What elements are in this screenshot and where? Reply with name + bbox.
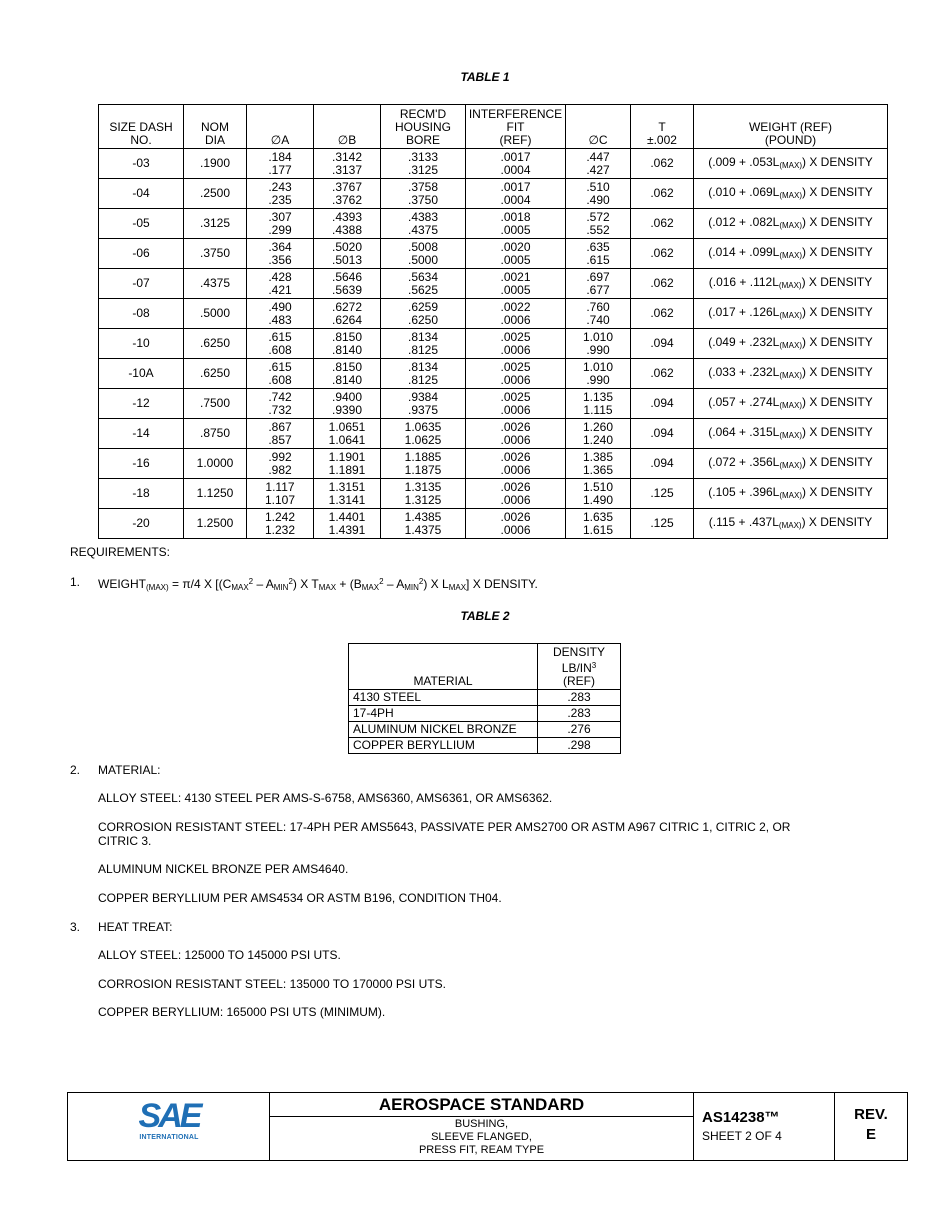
cell-b: .5020 .5013 bbox=[314, 239, 381, 269]
table1 bbox=[98, 104, 888, 539]
cell-c: 1.260 1.240 bbox=[566, 419, 631, 449]
cell-t: .125 bbox=[631, 479, 694, 509]
cell-bore: .8134 .8125 bbox=[381, 359, 466, 389]
header-dia-b: ∅B bbox=[314, 105, 381, 149]
cell-c: 1.385 1.365 bbox=[566, 449, 631, 479]
cell-t: .125 bbox=[631, 509, 694, 539]
req3-cres: CORROSION RESISTANT STEEL: 135000 TO 170000 PSI UTS. bbox=[98, 977, 446, 991]
cell-weight: $(.010 + .069L_{(MAX)})$ X DENSITY bbox=[694, 179, 888, 209]
cell-nom: .3125 bbox=[184, 209, 247, 239]
title-cell bbox=[270, 1093, 694, 1160]
rev-value: E bbox=[865, 1126, 876, 1143]
cell-t: .094 bbox=[631, 449, 694, 479]
table2-header-row bbox=[349, 644, 621, 690]
cell-weight: $(.017 + .126L_{(MAX)})$ X DENSITY bbox=[694, 299, 888, 329]
cell-density: .276 bbox=[538, 722, 621, 738]
rev-label: REV. bbox=[854, 1106, 888, 1123]
cell-b: 1.1901 1.1891 bbox=[314, 449, 381, 479]
cell-weight: $(.033 + .232L_{(MAX)})$ X DENSITY bbox=[694, 359, 888, 389]
cell-dash: -04 bbox=[99, 179, 184, 209]
cell-fit: .0026 .0006 bbox=[466, 479, 566, 509]
table2-body bbox=[349, 690, 621, 754]
cell-a: .615 .608 bbox=[247, 359, 314, 389]
cell-t: .062 bbox=[631, 179, 694, 209]
table2-row bbox=[349, 738, 621, 754]
header-size-dash: SIZE DASH NO. bbox=[99, 105, 184, 149]
cell-b: .5646 .5639 bbox=[314, 269, 381, 299]
cell-material: 17-4PH bbox=[349, 706, 538, 722]
part-description: BUSHING, SLEEVE FLANGED, PRESS FIT, REAM TYPE bbox=[418, 1118, 545, 1156]
cell-c: 1.635 1.615 bbox=[566, 509, 631, 539]
cell-weight: $(.009 + .053L_{(MAX)})$ X DENSITY bbox=[694, 149, 888, 179]
cell-weight: $(.072 + .356L_{(MAX)})$ X DENSITY bbox=[694, 449, 888, 479]
cell-dash: -10A bbox=[99, 359, 184, 389]
cell-c: 1.510 1.490 bbox=[566, 479, 631, 509]
cell-bore: .4383 .4375 bbox=[381, 209, 466, 239]
cell-t: .094 bbox=[631, 419, 694, 449]
cell-b: .6272 .6264 bbox=[314, 299, 381, 329]
table2 bbox=[348, 643, 621, 754]
cell-weight: $(.014 + .099L_{(MAX)})$ X DENSITY bbox=[694, 239, 888, 269]
table1-row bbox=[99, 389, 888, 419]
cell-t: .062 bbox=[631, 209, 694, 239]
cell-material: ALUMINUM NICKEL BRONZE bbox=[349, 722, 538, 738]
cell-c: .572 .552 bbox=[566, 209, 631, 239]
cell-density: .283 bbox=[538, 706, 621, 722]
cell-t: .062 bbox=[631, 359, 694, 389]
cell-b: .4393 .4388 bbox=[314, 209, 381, 239]
cell-dash: -18 bbox=[99, 479, 184, 509]
table2-row bbox=[349, 722, 621, 738]
cell-fit: .0025 .0006 bbox=[466, 389, 566, 419]
cell-a: .992 .982 bbox=[247, 449, 314, 479]
cell-t: .062 bbox=[631, 299, 694, 329]
cell-a: 1.242 1.232 bbox=[247, 509, 314, 539]
cell-nom: .6250 bbox=[184, 329, 247, 359]
cell-bore: .3133 .3125 bbox=[381, 149, 466, 179]
cell-weight: $(.012 + .082L_{(MAX)})$ X DENSITY bbox=[694, 209, 888, 239]
req3-alloy-steel: ALLOY STEEL: 125000 TO 145000 PSI UTS. bbox=[98, 948, 341, 962]
header-fit: INTERFERENCE FIT (REF) bbox=[466, 105, 566, 149]
cell-t: .062 bbox=[631, 269, 694, 299]
cell-dash: -14 bbox=[99, 419, 184, 449]
cell-nom: .3750 bbox=[184, 239, 247, 269]
cell-fit: .0020 .0005 bbox=[466, 239, 566, 269]
cell-c: 1.010 .990 bbox=[566, 359, 631, 389]
table1-caption: TABLE 1 bbox=[460, 70, 510, 84]
cell-weight: $(.016 + .112L_{(MAX)})$ X DENSITY bbox=[694, 269, 888, 299]
req2-cres-line2: CITRIC 3. bbox=[98, 834, 152, 848]
cell-a: .742 .732 bbox=[247, 389, 314, 419]
cell-bore: .3758 .3750 bbox=[381, 179, 466, 209]
cell-b: .3142 .3137 bbox=[314, 149, 381, 179]
cell-bore: .9384 .9375 bbox=[381, 389, 466, 419]
cell-weight: $(.057 + .274L_{(MAX)})$ X DENSITY bbox=[694, 389, 888, 419]
header-nom-dia: NOM DIA bbox=[184, 105, 247, 149]
cell-t: .094 bbox=[631, 329, 694, 359]
cell-nom: .5000 bbox=[184, 299, 247, 329]
table1-row bbox=[99, 449, 888, 479]
sae-logo: SAE INTERNATIONAL bbox=[138, 1097, 200, 1141]
doc-number-cell bbox=[694, 1093, 835, 1160]
header-density: DENSITY $LB/IN^3$ (REF) bbox=[538, 644, 621, 690]
table1-row bbox=[99, 149, 888, 179]
cell-dash: -08 bbox=[99, 299, 184, 329]
cell-c: .697 .677 bbox=[566, 269, 631, 299]
cell-bore: .5634 .5625 bbox=[381, 269, 466, 299]
cell-c: .760 .740 bbox=[566, 299, 631, 329]
cell-b: 1.4401 1.4391 bbox=[314, 509, 381, 539]
req3-cu-be: COPPER BERYLLIUM: 165000 PSI UTS (MINIMUM). bbox=[98, 1005, 386, 1019]
cell-weight: $(.064 + .315L_{(MAX)})$ X DENSITY bbox=[694, 419, 888, 449]
cell-fit: .0021 .0005 bbox=[466, 269, 566, 299]
cell-bore: .8134 .8125 bbox=[381, 329, 466, 359]
cell-dash: -12 bbox=[99, 389, 184, 419]
table2-caption: TABLE 2 bbox=[460, 609, 510, 623]
cell-a: .243 .235 bbox=[247, 179, 314, 209]
cell-density: .283 bbox=[538, 690, 621, 706]
table1-row bbox=[99, 329, 888, 359]
table1-row bbox=[99, 269, 888, 299]
cell-fit: .0025 .0006 bbox=[466, 329, 566, 359]
cell-nom: .8750 bbox=[184, 419, 247, 449]
cell-nom: 1.1250 bbox=[184, 479, 247, 509]
cell-b: .8150 .8140 bbox=[314, 329, 381, 359]
req2-cres-line1: CORROSION RESISTANT STEEL: 17-4PH PER AMS5643, PASSIVATE PER AMS2700 OR ASTM A967 CITRIC 1, CITRIC 2, OR bbox=[98, 820, 791, 834]
cell-dash: -20 bbox=[99, 509, 184, 539]
cell-bore: 1.0635 1.0625 bbox=[381, 419, 466, 449]
sheet-number: SHEET 2 OF 4 bbox=[702, 1129, 782, 1143]
cell-fit: .0026 .0006 bbox=[466, 449, 566, 479]
cell-nom: .7500 bbox=[184, 389, 247, 419]
cell-dash: -06 bbox=[99, 239, 184, 269]
cell-t: .062 bbox=[631, 149, 694, 179]
cell-t: .062 bbox=[631, 239, 694, 269]
cell-b: .8150 .8140 bbox=[314, 359, 381, 389]
cell-bore: 1.1885 1.1875 bbox=[381, 449, 466, 479]
cell-c: .510 .490 bbox=[566, 179, 631, 209]
table1-row bbox=[99, 239, 888, 269]
cell-c: 1.135 1.115 bbox=[566, 389, 631, 419]
cell-a: .184 .177 bbox=[247, 149, 314, 179]
cell-dash: -10 bbox=[99, 329, 184, 359]
cell-bore: .5008 .5000 bbox=[381, 239, 466, 269]
req2-alloy-steel: ALLOY STEEL: 4130 STEEL PER AMS-S-6758, AMS6360, AMS6361, OR AMS6362. bbox=[98, 791, 553, 805]
cell-t: .094 bbox=[631, 389, 694, 419]
cell-fit: .0025 .0006 bbox=[466, 359, 566, 389]
cell-a: .428 .421 bbox=[247, 269, 314, 299]
cell-dash: -07 bbox=[99, 269, 184, 299]
cell-fit: .0017 .0004 bbox=[466, 149, 566, 179]
header-dia-a: ∅A bbox=[247, 105, 314, 149]
table1-body bbox=[99, 149, 888, 539]
cell-nom: .1900 bbox=[184, 149, 247, 179]
cell-b: 1.3151 1.3141 bbox=[314, 479, 381, 509]
title-block bbox=[67, 1092, 908, 1161]
cell-bore: .6259 .6250 bbox=[381, 299, 466, 329]
req2-cu-be: COPPER BERYLLIUM PER AMS4534 OR ASTM B196, CONDITION TH04. bbox=[98, 891, 502, 905]
logo-cell bbox=[68, 1093, 270, 1160]
standard-title: AEROSPACE STANDARD bbox=[378, 1095, 585, 1114]
cell-density: .298 bbox=[538, 738, 621, 754]
req1-number: 1. bbox=[70, 575, 81, 589]
table1-row bbox=[99, 209, 888, 239]
req2-al-ni-bronze: ALUMINUM NICKEL BRONZE PER AMS4640. bbox=[98, 862, 349, 876]
cell-a: .615 .608 bbox=[247, 329, 314, 359]
weight-formula: $WEIGHT_{(MAX)} = \pi/4$ X [$(C_{MAX}^2 - A_{MIN}^2)$ X $T_{MAX} + (B_{MAX}^2 - A_{MIN}^2)$ X $L_{MAX}$] X DENSITY. bbox=[98, 577, 538, 592]
table1-row bbox=[99, 419, 888, 449]
cell-b: .3767 .3762 bbox=[314, 179, 381, 209]
cell-c: 1.010 .990 bbox=[566, 329, 631, 359]
cell-bore: 1.3135 1.3125 bbox=[381, 479, 466, 509]
header-dia-c: ∅C bbox=[566, 105, 631, 149]
cell-dash: -05 bbox=[99, 209, 184, 239]
cell-a: .307 .299 bbox=[247, 209, 314, 239]
table2-row bbox=[349, 706, 621, 722]
cell-c: .635 .615 bbox=[566, 239, 631, 269]
table1-row bbox=[99, 299, 888, 329]
doc-number: AS14238™ bbox=[702, 1109, 780, 1126]
cell-weight: $(.049 + .232L_{(MAX)})$ X DENSITY bbox=[694, 329, 888, 359]
table2-row bbox=[349, 690, 621, 706]
cell-a: 1.117 1.107 bbox=[247, 479, 314, 509]
table1-row bbox=[99, 479, 888, 509]
cell-nom: 1.0000 bbox=[184, 449, 247, 479]
cell-dash: -03 bbox=[99, 149, 184, 179]
cell-fit: .0022 .0006 bbox=[466, 299, 566, 329]
cell-b: 1.0651 1.0641 bbox=[314, 419, 381, 449]
cell-a: .364 .356 bbox=[247, 239, 314, 269]
cell-material: COPPER BERYLLIUM bbox=[349, 738, 538, 754]
cell-b: .9400 .9390 bbox=[314, 389, 381, 419]
table1-header-row bbox=[99, 105, 888, 149]
cell-fit: .0026 .0006 bbox=[466, 509, 566, 539]
cell-a: .867 .857 bbox=[247, 419, 314, 449]
req3-number: 3. bbox=[70, 920, 81, 934]
cell-fit: .0026 .0006 bbox=[466, 419, 566, 449]
table1-row bbox=[99, 359, 888, 389]
cell-fit: .0018 .0005 bbox=[466, 209, 566, 239]
table1-row bbox=[99, 179, 888, 209]
requirements-label: REQUIREMENTS: bbox=[70, 545, 171, 559]
cell-weight: $(.105 + .396L_{(MAX)})$ X DENSITY bbox=[694, 479, 888, 509]
cell-nom: .6250 bbox=[184, 359, 247, 389]
header-material: MATERIAL bbox=[349, 644, 538, 690]
cell-dash: -16 bbox=[99, 449, 184, 479]
req2-title: MATERIAL: bbox=[98, 763, 161, 777]
cell-fit: .0017 .0004 bbox=[466, 179, 566, 209]
header-weight: WEIGHT (REF) (POUND) bbox=[694, 105, 888, 149]
cell-material: 4130 STEEL bbox=[349, 690, 538, 706]
header-bore: RECM'D HOUSING BORE bbox=[381, 105, 466, 149]
cell-nom: .2500 bbox=[184, 179, 247, 209]
table1-row bbox=[99, 509, 888, 539]
cell-nom: .4375 bbox=[184, 269, 247, 299]
cell-weight: $(.115 + .437L_{(MAX)})$ X DENSITY bbox=[694, 509, 888, 539]
req3-title: HEAT TREAT: bbox=[98, 920, 173, 934]
cell-a: .490 .483 bbox=[247, 299, 314, 329]
cell-bore: 1.4385 1.4375 bbox=[381, 509, 466, 539]
revision-cell bbox=[835, 1093, 907, 1160]
header-t: T ±.002 bbox=[631, 105, 694, 149]
cell-nom: 1.2500 bbox=[184, 509, 247, 539]
req2-number: 2. bbox=[70, 763, 81, 777]
cell-c: .447 .427 bbox=[566, 149, 631, 179]
